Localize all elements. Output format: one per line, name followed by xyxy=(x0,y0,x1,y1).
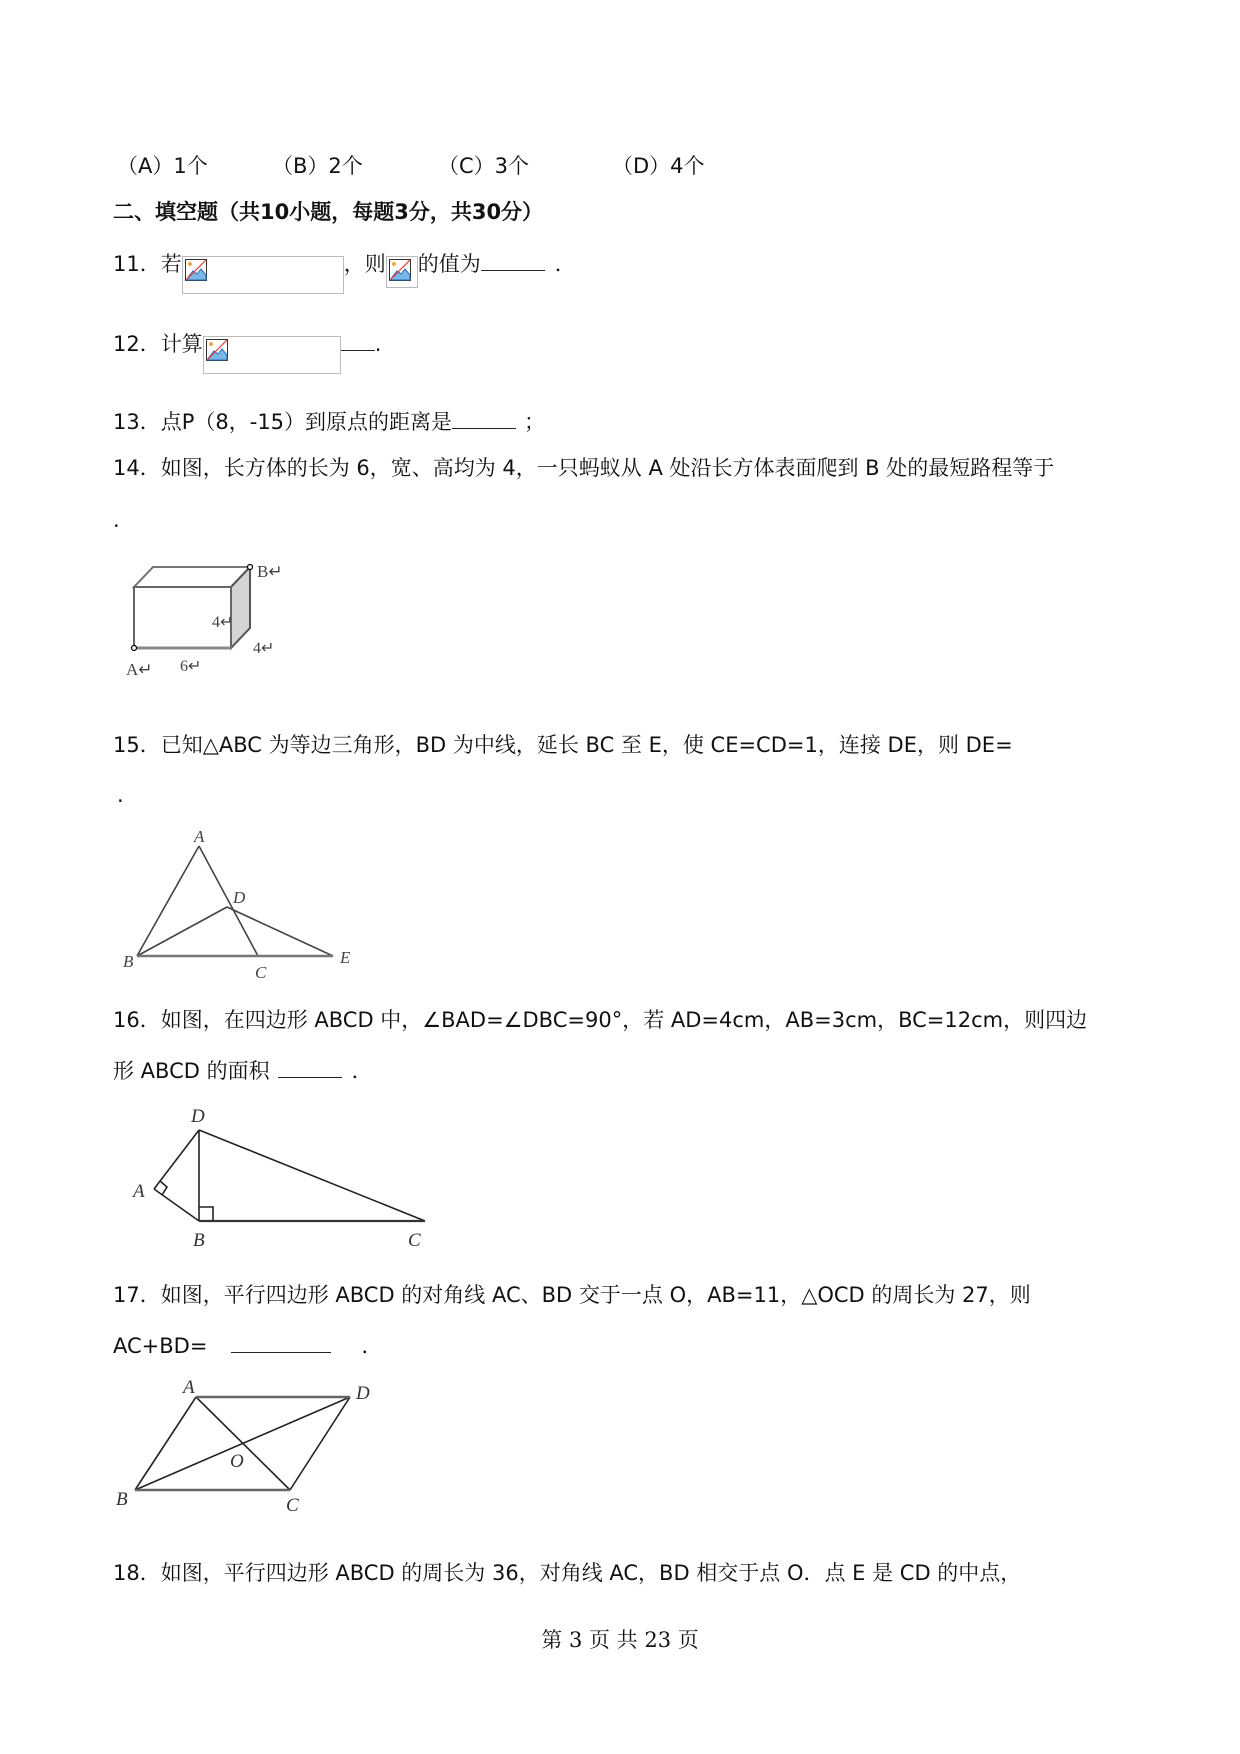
label-width: 4↵ xyxy=(253,640,275,657)
question-17-line2 xyxy=(113,1330,382,1361)
formula-image-broken xyxy=(203,336,341,374)
triangle-figure xyxy=(115,825,365,980)
point-a-marker xyxy=(132,646,137,651)
page-footer: 第 3 页 共 23 页 xyxy=(541,1628,699,1652)
quadrilateral-figure xyxy=(125,1100,435,1260)
question-15: 15．已知△ABC 为等边三角形，BD 为中线，延长 BC 至 E，使 CE=CD=1，连接 DE，则 DE= xyxy=(113,733,1013,757)
q11-middle: ，则 xyxy=(343,252,386,276)
formula-image-broken xyxy=(182,256,344,294)
q12-prefix: 12．计算 xyxy=(113,332,203,356)
question-11 xyxy=(113,248,576,294)
q13-text: 13．点P（8，-15）到原点的距离是 xyxy=(113,410,453,434)
section-title: 二、填空题（共10小题，每题3分，共30分） xyxy=(113,200,544,224)
q11-end: ． xyxy=(554,252,576,276)
cuboid-figure xyxy=(120,545,300,685)
label-a: A xyxy=(133,1181,145,1202)
label-length: 6↵ xyxy=(180,658,202,675)
label-c: C xyxy=(255,963,267,980)
broken-image-icon xyxy=(206,339,228,361)
q14-end: . xyxy=(113,508,120,532)
label-b: B xyxy=(193,1230,205,1251)
question-17-line1: 17．如图，平行四边形 ABCD 的对角线 AC、BD 交于一点 O，AB=11，△OCD 的周长为 27，则 xyxy=(113,1283,1031,1307)
q16-end: ． xyxy=(351,1059,373,1083)
q17-text: AC+BD= xyxy=(113,1334,208,1358)
answer-blank xyxy=(481,248,545,271)
question-14: 14．如图，长方体的长为 6，宽、高均为 4，一只蚂蚁从 A 处沿长方体表面爬到 B 处的最短路程等于 xyxy=(113,456,1055,480)
question-18: 18．如图，平行四边形 ABCD 的周长为 36，对角线 AC，BD 相交于点 O．点 E 是 CD 的中点， xyxy=(113,1561,1022,1585)
broken-image-icon xyxy=(185,259,207,281)
label-o: O xyxy=(230,1451,244,1472)
parallelogram-figure xyxy=(110,1375,390,1520)
label-b: B xyxy=(116,1489,128,1510)
label-height: 4↵ xyxy=(212,614,234,631)
q13-end: ； xyxy=(524,410,546,434)
option-a: （A）1个 xyxy=(117,154,208,178)
label-a: A xyxy=(194,827,205,846)
answer-blank xyxy=(231,1330,331,1353)
formula-image-broken-2 xyxy=(386,256,418,288)
answer-blank xyxy=(341,328,375,351)
question-16-line2 xyxy=(113,1055,373,1086)
option-b: （B）2个 xyxy=(272,154,363,178)
q16-text: 形 ABCD 的面积 xyxy=(113,1059,270,1083)
label-e: E xyxy=(340,948,351,967)
answer-blank xyxy=(452,406,516,429)
q17-end: ． xyxy=(361,1334,383,1358)
question-16-line1: 16．如图，在四边形 ABCD 中，∠BAD=∠DBC=90°，若 AD=4cm，AB=3cm，BC=12cm，则四边 xyxy=(113,1008,1088,1032)
option-c: （C）3个 xyxy=(438,154,530,178)
label-c: C xyxy=(408,1230,421,1251)
question-13 xyxy=(113,406,545,437)
option-d: （D）4个 xyxy=(612,154,705,178)
label-d: D xyxy=(191,1106,205,1127)
answer-blank xyxy=(278,1055,342,1078)
q11-prefix: 11．若 xyxy=(113,252,182,276)
question-12 xyxy=(113,328,381,374)
label-d: D xyxy=(233,888,246,907)
q12-end: . xyxy=(374,332,382,356)
label-a: A xyxy=(183,1377,195,1398)
point-b-marker xyxy=(248,565,253,570)
q11-suffix: 的值为 xyxy=(417,252,481,276)
label-d: D xyxy=(356,1383,370,1404)
label-a: A↵ xyxy=(126,660,153,679)
label-b: B↵ xyxy=(257,562,283,581)
broken-image-icon xyxy=(389,259,411,281)
label-b: B xyxy=(123,952,134,971)
q15-end: . xyxy=(117,783,124,807)
label-c: C xyxy=(286,1495,299,1516)
